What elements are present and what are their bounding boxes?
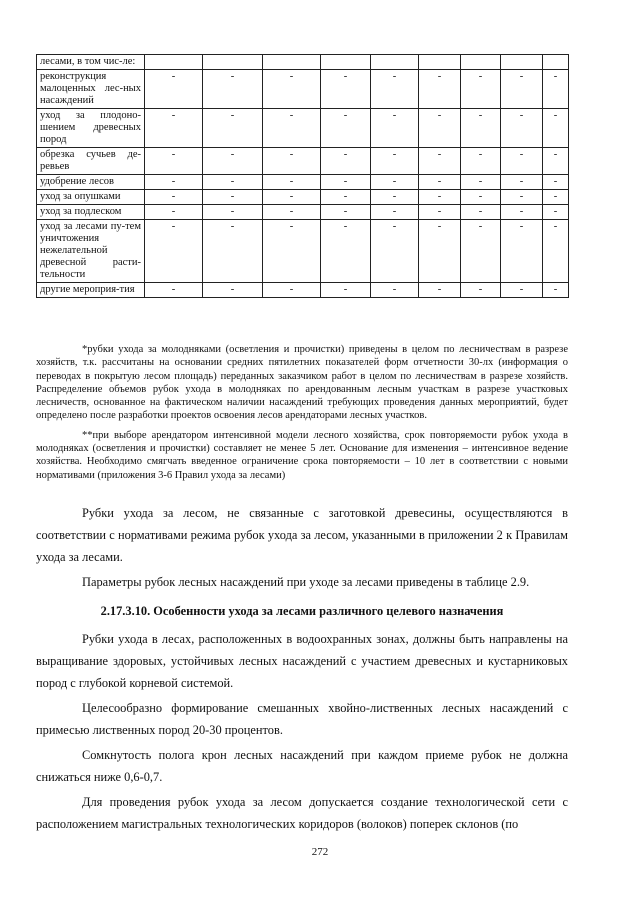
table-cell: - <box>419 70 461 109</box>
table-cell: - <box>501 205 543 220</box>
table-cell: - <box>263 175 321 190</box>
footnote-1: *рубки ухода за молодняками (осветления и прочистки) приведены в целом по лесничествам в разрезе хозяйств, т.к. рассчитаны на основании средних пятилетних показателей форм отчетности 30-лх (информация о переводах в покрытую лесом площадь) переданных заказчиком работ в целом по лесничествам в разрезе хозяйств. Распределение объемов рубок ухода в молодняках по арендованным лесным участкам в разрезе участковых лесничеств, основанное на фактическом наличии насаждений требующих проведения данных мероприятий, будет определено после разработки проектов освоения лесов арендаторами лесных участков. <box>36 344 568 422</box>
table-cell: - <box>501 70 543 109</box>
paragraph: Рубки ухода в лесах, расположенных в водоохранных зонах, должны быть направлены на выращивание здоровых, устойчивых лесных насаждений с участием древесных и кустарниковых пород с глубокой корневой системой. <box>36 632 568 690</box>
table-cell: - <box>321 190 371 205</box>
table-cell: - <box>321 70 371 109</box>
table-cell: - <box>145 175 203 190</box>
table-cell: - <box>203 283 263 298</box>
table-cell: - <box>263 70 321 109</box>
table-cell: - <box>543 220 569 283</box>
table-cell: - <box>371 190 419 205</box>
paragraph: Сомкнутость полога крон лесных насаждений при каждом приеме рубок не должна снижаться ниже 0,6-0,7. <box>36 748 568 784</box>
paragraph: Параметры рубок лесных насаждений при уходе за лесами приведены в таблице 2.9. <box>82 575 530 589</box>
table-cell: - <box>501 109 543 148</box>
table-cell: - <box>263 109 321 148</box>
table-cell: - <box>543 148 569 175</box>
table-cell: - <box>371 175 419 190</box>
row-label: другие мероприя-тия <box>37 283 145 298</box>
table-cell: - <box>461 175 501 190</box>
table-cell: - <box>145 190 203 205</box>
table-cell <box>371 55 419 70</box>
table-cell <box>145 55 203 70</box>
table-cell: - <box>145 70 203 109</box>
table-cell: - <box>145 220 203 283</box>
page-number: 272 <box>311 846 329 858</box>
table-cell: - <box>419 283 461 298</box>
table-row <box>37 55 569 70</box>
table-row <box>37 190 569 205</box>
footnote-2: **при выборе арендатором интенсивной модели лесного хозяйства, срок повторяемости рубок ухода в молодняках (осветления и прочистки) составляет не менее 5 лет. Основание для изменения – интенсивное ведение хозяйства. Необходимо смягчать введенное ограничение срока повторяемости – 10 лет в соответствии с новыми нормативами (приложения 3-6 Правил ухода за лесами) <box>36 429 568 481</box>
table-cell: - <box>203 109 263 148</box>
table-cell: - <box>419 175 461 190</box>
table-cell: - <box>543 283 569 298</box>
table-cell: - <box>461 220 501 283</box>
table-cell: - <box>371 220 419 283</box>
table-cell: - <box>371 148 419 175</box>
table-cell <box>263 55 321 70</box>
table-cell: - <box>321 175 371 190</box>
table-cell: - <box>145 148 203 175</box>
table-cell: - <box>321 220 371 283</box>
table-cell: - <box>263 190 321 205</box>
table-cell: - <box>321 109 371 148</box>
table-cell: - <box>263 205 321 220</box>
table-cell <box>203 55 263 70</box>
table-row <box>37 70 569 109</box>
row-label: удобрение лесов <box>37 175 145 190</box>
row-label: уход за опушками <box>37 190 145 205</box>
table-cell: - <box>203 190 263 205</box>
table-cell: - <box>501 190 543 205</box>
table-cell: - <box>501 148 543 175</box>
table-cell <box>461 55 501 70</box>
table-cell: - <box>419 109 461 148</box>
table-cell: - <box>543 190 569 205</box>
footnotes <box>36 343 568 482</box>
paragraph: Для проведения рубок ухода за лесом допускается создание технологической сети с расположением магистральных технологических коридоров (волоков) поперек склонов (по <box>36 795 568 831</box>
table-cell <box>501 55 543 70</box>
paragraph: Рубки ухода за лесом, не связанные с заготовкой древесины, осуществляются в соответствии с нормативами режима рубок ухода за лесом, указанными в приложении 2 к Правилам ухода за лесами. <box>36 506 568 564</box>
table-cell: - <box>263 283 321 298</box>
table-cell: - <box>501 220 543 283</box>
table-cell: - <box>461 109 501 148</box>
table-cell: - <box>203 148 263 175</box>
table-row <box>37 283 569 298</box>
table-cell: - <box>203 70 263 109</box>
table-cell: - <box>321 205 371 220</box>
table-cell: - <box>419 205 461 220</box>
table-cell: - <box>371 70 419 109</box>
body-block-1 <box>36 502 568 593</box>
table-cell: - <box>321 148 371 175</box>
paragraph: Целесообразно формирование смешанных хвойно-лиственных лесных насаждений с примесью лиственных пород 20-30 процентов. <box>36 701 568 737</box>
row-label: уход за плодоно-шением древесных пород <box>37 109 145 148</box>
table-cell: - <box>145 283 203 298</box>
table-cell: - <box>419 220 461 283</box>
table-cell: - <box>501 175 543 190</box>
table-cell: - <box>543 70 569 109</box>
table-row <box>37 175 569 190</box>
table-cell: - <box>461 70 501 109</box>
table-cell: - <box>203 175 263 190</box>
table-cell: - <box>461 283 501 298</box>
row-label: лесами, в том чис-ле: <box>37 55 145 70</box>
row-label: уход за подлеском <box>37 205 145 220</box>
body-block-2 <box>36 628 568 835</box>
table-cell: - <box>371 283 419 298</box>
table-cell: - <box>371 205 419 220</box>
works-table <box>36 54 569 298</box>
table-body <box>37 55 569 298</box>
row-label: обрезка сучьев де-ревьев <box>37 148 145 175</box>
table-cell: - <box>145 205 203 220</box>
table-cell <box>321 55 371 70</box>
row-label: уход за лесами пу-тем уничтожения нежелательной древесной расти-тельности <box>37 220 145 283</box>
table-row <box>37 148 569 175</box>
row-label: реконструкция малоценных лес-ных насаждений <box>37 70 145 109</box>
table-cell: - <box>203 205 263 220</box>
table-cell: - <box>461 190 501 205</box>
table-cell: - <box>419 190 461 205</box>
table-cell: - <box>371 109 419 148</box>
table-cell: - <box>145 109 203 148</box>
table-cell: - <box>543 205 569 220</box>
table-row <box>37 220 569 283</box>
section-heading: 2.17.3.10. Особенности ухода за лесами различного целевого назначения <box>100 604 504 618</box>
table-row <box>37 205 569 220</box>
table-cell: - <box>461 205 501 220</box>
table-cell: - <box>543 109 569 148</box>
table-cell <box>419 55 461 70</box>
table-row <box>37 109 569 148</box>
table-cell: - <box>419 148 461 175</box>
table-cell: - <box>501 283 543 298</box>
table-cell <box>543 55 569 70</box>
table-cell: - <box>321 283 371 298</box>
table-cell: - <box>543 175 569 190</box>
table-cell: - <box>263 148 321 175</box>
table-cell: - <box>461 148 501 175</box>
table-cell: - <box>203 220 263 283</box>
table-cell: - <box>263 220 321 283</box>
